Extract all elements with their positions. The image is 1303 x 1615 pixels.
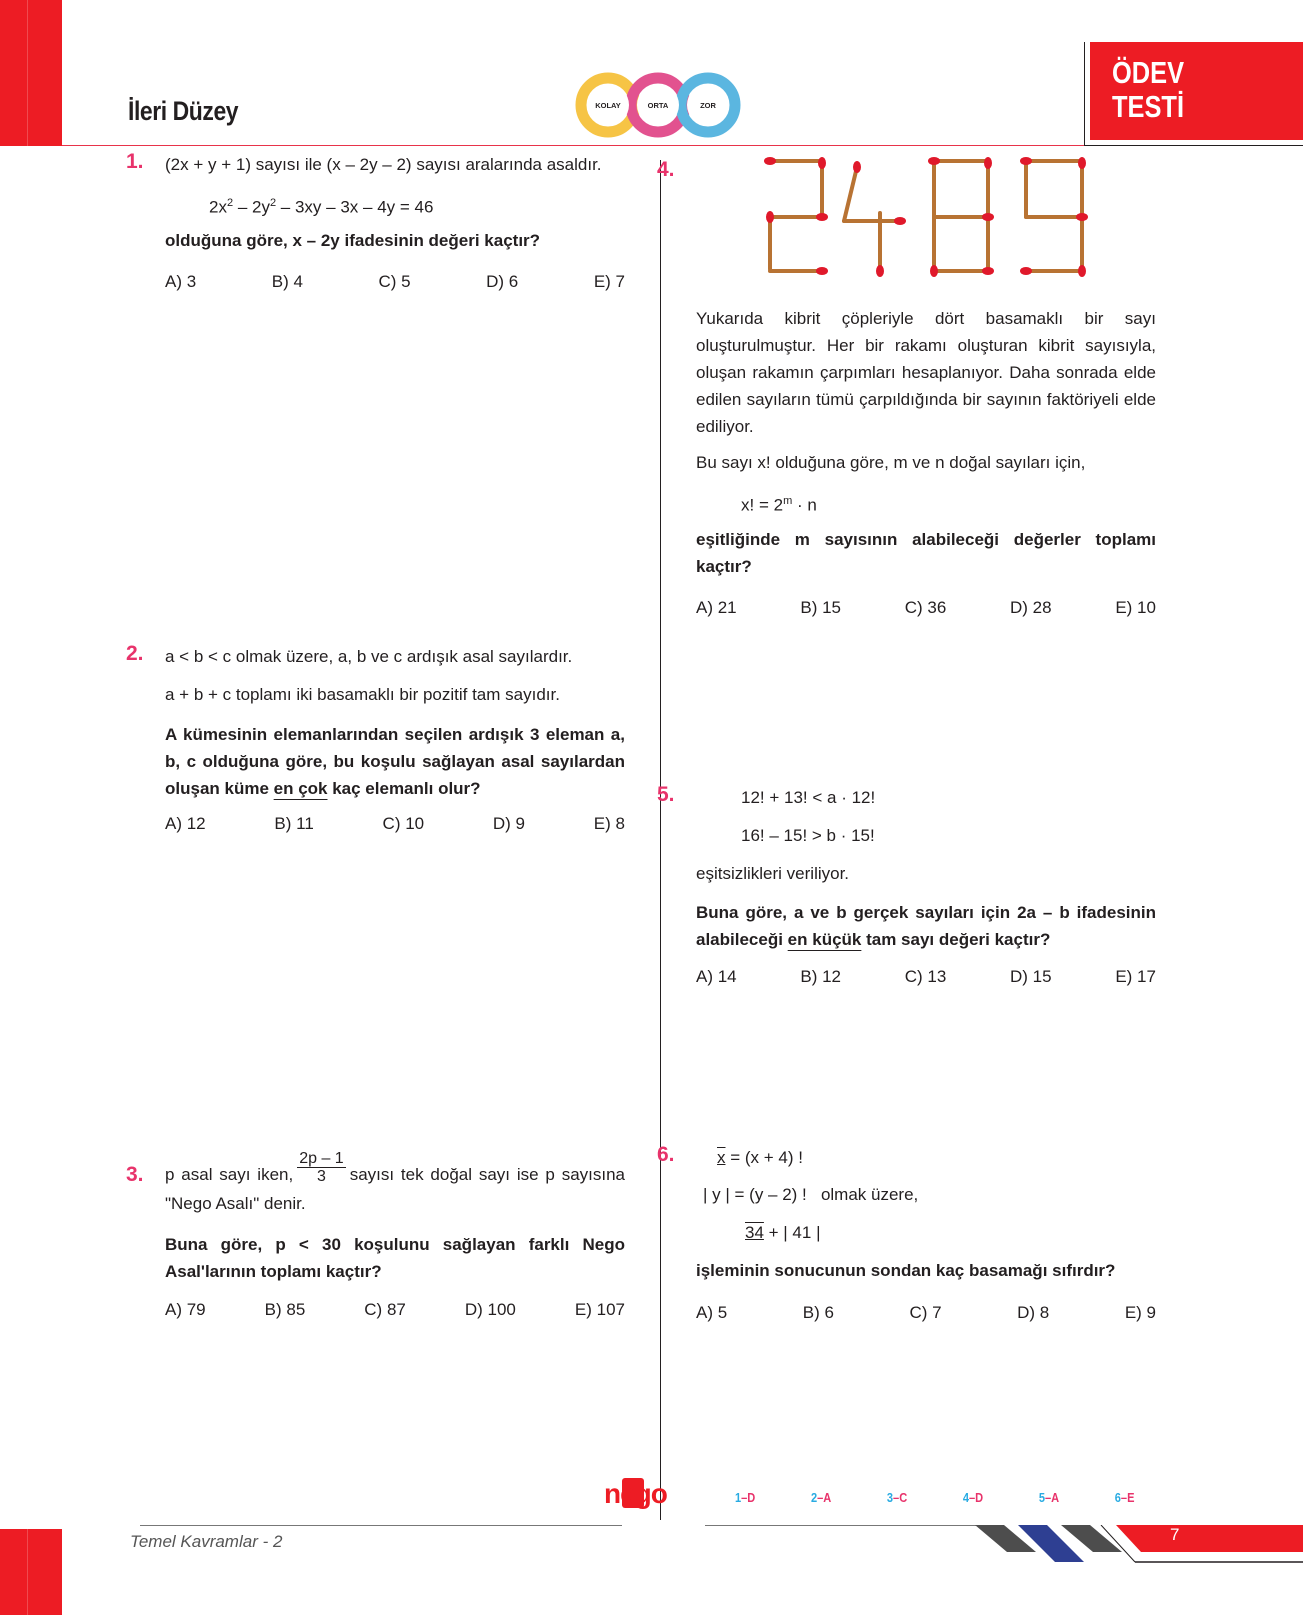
expression: 34 + | 41 |: [745, 1223, 821, 1242]
question-number: 3.: [126, 1163, 144, 1186]
option-e[interactable]: E) 17: [1115, 967, 1156, 986]
level-label-zor: ZOR: [700, 101, 716, 110]
question-prompt: Buna göre, a ve b gerçek sayıları için 2a – b ifadesinin alabileceği en küçük tam sayı değeri kaçtır?: [696, 903, 1156, 949]
answer-key-item: 2–A: [810, 1490, 832, 1505]
box-operator-symbol: 34: [745, 1223, 764, 1242]
option-b[interactable]: B) 15: [800, 598, 841, 617]
equation: $2x^2 - 2y^2 - 3xy - 3x - 4y = 46$: [209, 197, 434, 217]
answer-options: [696, 598, 1156, 618]
footer-divider-left: [140, 1525, 622, 1526]
question-text-2: Bu sayı x! olduğuna göre, m ve n doğal sayıları için,: [696, 453, 1086, 472]
option-a[interactable]: A) 12: [165, 814, 206, 833]
fraction: $\frac{2p - 1}{3}$: [299, 1150, 344, 1185]
question-number: 6.: [657, 1143, 675, 1166]
footer-divider-right: [705, 1525, 980, 1526]
badge-frame-left: [1084, 42, 1085, 146]
option-b[interactable]: B) 6: [802, 1303, 834, 1322]
option-e[interactable]: E) 8: [593, 814, 625, 833]
equation: x! = $2^m \cdot n$: [741, 495, 817, 515]
option-a[interactable]: A) 3: [165, 272, 197, 291]
question-text-2: a + b + c toplamı iki basamaklı bir pozitif tam sayıdır.: [165, 685, 560, 704]
answer-options: [696, 967, 1156, 987]
option-a[interactable]: A) 21: [696, 598, 737, 617]
question-text-1: a < b < c olmak üzere, a, b ve c ardışık asal sayılardır.: [165, 647, 573, 666]
option-d[interactable]: D) 100: [464, 1300, 516, 1319]
page-number: 7: [1170, 1525, 1180, 1544]
level-label-kolay: KOLAY: [595, 101, 621, 110]
option-e[interactable]: E) 7: [593, 272, 625, 291]
matchstick-number-figure: [762, 155, 1102, 280]
page-title: İleri Düzey: [128, 96, 239, 126]
option-b[interactable]: B) 12: [800, 967, 841, 986]
answer-options: [165, 814, 625, 834]
difficulty-levels: [573, 70, 743, 140]
question-prompt: olduğuna göre, x – 2y ifadesinin değeri kaçtır?: [165, 231, 541, 250]
option-c[interactable]: C) 36: [904, 598, 947, 617]
left-red-bar-top: [0, 0, 62, 146]
publisher-logo: [600, 1470, 685, 1530]
option-e[interactable]: E) 9: [1124, 1303, 1156, 1322]
definition-2: | y | = (y – 2) ! olmak üzere,: [703, 1185, 919, 1204]
option-a[interactable]: A) 5: [696, 1303, 728, 1322]
footer-stripes: [975, 1525, 1303, 1575]
badge-frame-bottom: [1084, 145, 1303, 146]
answer-key-item: 6–E: [1114, 1490, 1135, 1505]
box-operator-symbol: x: [717, 1148, 726, 1167]
answer-key-item: 4–D: [962, 1490, 984, 1505]
option-a[interactable]: A) 79: [165, 1300, 206, 1319]
answer-key-item: 5–A: [1038, 1490, 1060, 1505]
header-divider: [62, 145, 1084, 146]
left-red-bar-bottom: [0, 1529, 62, 1615]
option-d[interactable]: D) 6: [486, 272, 519, 291]
question-paragraph: Yukarıda kibrit çöpleriyle dört basamaklı bir sayı oluşturulmuştur. Her bir rakamı oluşturan kibrit sayısıyla, oluşan rakamın çarpımları hesaplanıyor. Daha sonrada elde edilen sayıların tümü çarpıldığında bir sayının faktöriyeli elde ediliyor.: [696, 309, 1156, 436]
option-c[interactable]: C) 13: [904, 967, 947, 986]
question-text: (2x + y + 1) sayısı ile (x – 2y – 2) sayısı aralarında asaldır.: [165, 155, 602, 174]
option-e[interactable]: E) 107: [574, 1300, 625, 1319]
option-b[interactable]: B) 11: [274, 814, 314, 833]
option-c[interactable]: C) 5: [378, 272, 411, 291]
book-title: Temel Kavramlar - 2: [130, 1532, 283, 1551]
answer-options: [165, 272, 625, 292]
question-prompt: A kümesinin elemanlarından seçilen ardışık 3 eleman a, b, c olduğuna göre, bu koşulu sağlayan asal sayılardan oluşan küme en çok kaç elemanlı olur?: [165, 725, 625, 798]
question-prompt: işleminin sonucunun sondan kaç basamağı sıfırdır?: [696, 1261, 1116, 1280]
option-b[interactable]: B) 4: [271, 272, 303, 291]
answer-options: [165, 1300, 625, 1320]
option-d[interactable]: D) 15: [1010, 967, 1052, 986]
badge-line-1: ÖDEV: [1112, 55, 1185, 90]
option-e[interactable]: E) 10: [1115, 598, 1156, 617]
definition-1: x = (x + 4) !: [717, 1148, 803, 1167]
option-d[interactable]: D) 9: [492, 814, 526, 833]
level-label-orta: ORTA: [647, 101, 669, 110]
option-d[interactable]: D) 8: [1017, 1303, 1050, 1322]
question-number: 5.: [657, 783, 675, 806]
option-c[interactable]: C) 10: [382, 814, 425, 833]
question-number: 2.: [126, 642, 144, 665]
option-c[interactable]: C) 87: [364, 1300, 406, 1319]
option-a[interactable]: A) 14: [696, 967, 737, 986]
inequality-1: 12! + 13! < a · 12!: [741, 788, 876, 807]
inequality-2: 16! – 15! > b · 15!: [741, 826, 875, 845]
question-prompt: eşitliğinde m sayısının alabileceği değerler toplamı kaçtır?: [696, 530, 1156, 576]
option-d[interactable]: D) 28: [1010, 598, 1052, 617]
column-divider: [660, 160, 661, 1520]
question-prompt: Buna göre, p < 30 koşulunu sağlayan farklı Nego Asal'larının toplamı kaçtır?: [165, 1235, 625, 1281]
question-number: 1.: [126, 150, 144, 173]
answer-key-item: 1–D: [735, 1490, 756, 1505]
answer-key-item: 3–C: [886, 1490, 908, 1505]
badge-line-2: TESTİ: [1112, 89, 1185, 124]
option-c[interactable]: C) 7: [909, 1303, 942, 1322]
answer-options: [696, 1303, 1156, 1323]
question-number: 4.: [657, 158, 675, 181]
emphasis-underline: en küçük: [787, 930, 862, 949]
answer-key: [735, 1490, 1135, 1505]
homework-test-badge: [1090, 42, 1303, 140]
publisher-logo-text: nego: [604, 1478, 667, 1509]
emphasis-underline: en çok: [273, 779, 328, 798]
question-text: p asal sayı iken, $\frac{2p - 1}{3}$ sayısı tek doğal sayı ise p sayısına "Nego Asalı" denir.: [165, 1150, 626, 1213]
question-text: eşitsizlikleri veriliyor.: [696, 864, 850, 883]
option-b[interactable]: B) 85: [264, 1300, 306, 1319]
